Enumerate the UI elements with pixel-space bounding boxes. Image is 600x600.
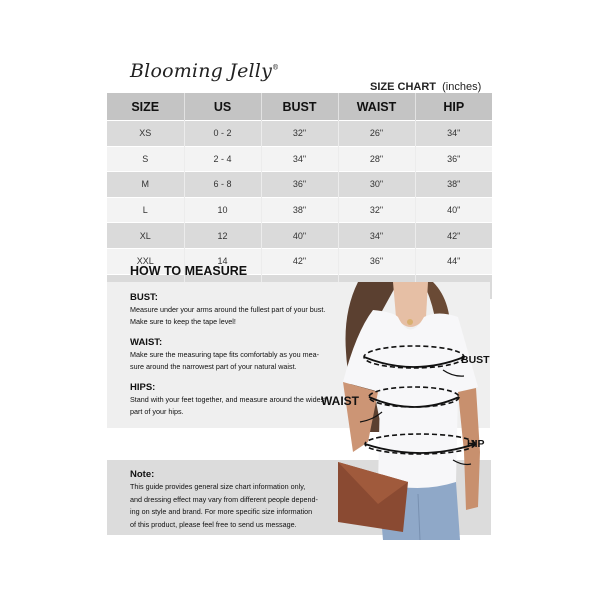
- bust-line: Make sure to keep the tape level!: [130, 317, 236, 326]
- brand-name: Blooming Jelly: [130, 60, 272, 82]
- brand-logo: [130, 60, 279, 82]
- column-header: SIZE: [107, 93, 184, 121]
- cell: 12: [184, 223, 261, 249]
- table-row: [107, 121, 492, 147]
- cell: L: [107, 197, 184, 223]
- cell: XS: [107, 121, 184, 147]
- note-text: [130, 469, 318, 531]
- waist-heading: WAIST:: [130, 337, 163, 348]
- bust-instructions: [130, 292, 325, 328]
- cell: 26": [338, 121, 415, 147]
- registered-mark: ®: [272, 63, 280, 72]
- table-row: [107, 172, 492, 198]
- hip-label: HIP: [467, 438, 485, 450]
- how-to-measure-title: HOW TO MEASURE: [130, 264, 248, 278]
- hips-instructions: [130, 382, 326, 418]
- bust-heading: BUST:: [130, 292, 158, 303]
- hips-line: part of your hips.: [130, 407, 184, 416]
- cell: 42": [261, 248, 338, 274]
- cell: 34": [338, 223, 415, 249]
- hips-heading: HIPS:: [130, 382, 156, 393]
- column-header: BUST: [261, 93, 338, 121]
- cell: 42": [415, 223, 492, 249]
- cell: 40": [415, 197, 492, 223]
- cell: 38": [261, 197, 338, 223]
- waist-instructions: [130, 337, 319, 373]
- bust-line: Measure under your arms around the fullest part of your bust.: [130, 305, 326, 314]
- model-photo: [338, 282, 490, 540]
- cell: XL: [107, 223, 184, 249]
- cell: XXL: [107, 248, 184, 274]
- waist-line: sure around the narrowest part of your natural waist.: [130, 362, 297, 371]
- cell: 38": [415, 172, 492, 198]
- table-header-row: [107, 93, 492, 121]
- cell: 34": [415, 121, 492, 147]
- cell: 44": [415, 248, 492, 274]
- note-line: of this product, please feel free to send us message.: [130, 519, 297, 529]
- cell: 14: [184, 248, 261, 274]
- waist-line: Make sure the measuring tape fits comfortably as you mea-: [130, 350, 319, 359]
- cell: 30": [338, 172, 415, 198]
- note-line: and dressing effect may vary from different people depend-: [130, 494, 318, 504]
- table-row: [107, 197, 492, 223]
- note-line: ing on style and brand. For more specific size information: [130, 507, 313, 516]
- cell: 36": [415, 146, 492, 172]
- cell: 32": [261, 121, 338, 147]
- cell: 0 - 2: [184, 121, 261, 147]
- waist-label: WAIST: [321, 394, 359, 408]
- size-chart-heading: SIZE CHART: [370, 81, 436, 93]
- cell: 36": [338, 248, 415, 274]
- cell: 36": [261, 172, 338, 198]
- cell: 2 - 4: [184, 146, 261, 172]
- cell: 40": [261, 223, 338, 249]
- cell: M: [107, 172, 184, 198]
- note-line: This guide provides general size chart information only,: [130, 482, 306, 491]
- table-row: [107, 223, 492, 249]
- cell: S: [107, 146, 184, 172]
- table-row: [107, 146, 492, 172]
- bust-label: BUST: [461, 354, 490, 366]
- cell: 34": [261, 146, 338, 172]
- cell: 10: [184, 197, 261, 223]
- column-header: WAIST: [338, 93, 415, 121]
- size-chart-title: [370, 81, 481, 93]
- cell: 6 - 8: [184, 172, 261, 198]
- hips-line: Stand with your feet together, and measure around the widest: [130, 395, 327, 404]
- column-header: HIP: [415, 93, 492, 121]
- size-chart-unit: (inches): [442, 81, 482, 93]
- note-heading: Note:: [130, 469, 155, 480]
- cell: 28": [338, 146, 415, 172]
- column-header: US: [184, 93, 261, 121]
- cell: 32": [338, 197, 415, 223]
